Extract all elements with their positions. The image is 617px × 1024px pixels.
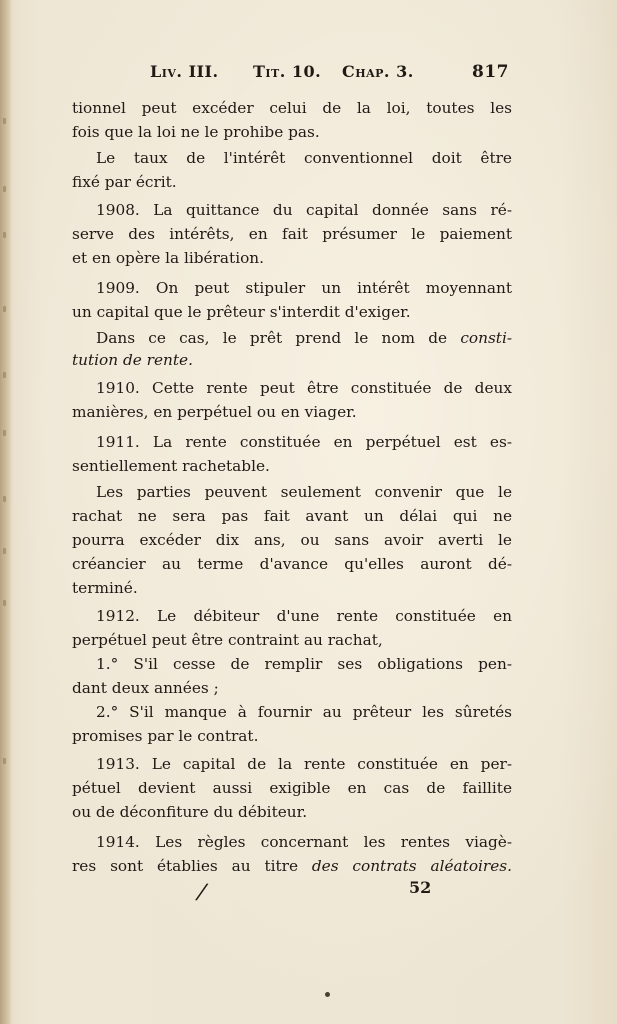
text-line: tionnel peut excéder celui de la loi, toutes les [72,99,512,117]
signature-mark: 52 [409,878,432,897]
footer-mark: / [196,879,208,906]
text-line: 1908. La quittance du capital donnée sans ré- [96,201,512,219]
gutter-mark [3,118,6,124]
text-line: perpétuel peut être contraint au rachat, [72,631,383,649]
text-line: pétuel devient aussi exigible en cas de faillite [72,779,512,797]
italic-run: consti- [460,329,512,347]
text-line: 1914. Les règles concernant les rentes viagè- [96,833,512,851]
text-line: promises par le contrat. [72,727,259,745]
header-chapitre: Chap. 3. [342,62,414,81]
text-line: manières, en perpétuel ou en viager. [72,403,357,421]
text-line: ou de déconfiture du débiteur. [72,803,308,821]
page-footer [0,876,617,906]
page-gutter [0,0,12,1024]
text-line: fixé par écrit. [72,173,177,191]
gutter-mark [3,496,6,502]
text-line: Les parties peuvent seulement convenir que le [96,483,512,501]
text-line: créancier au terme d'avance qu'elles auront dé- [72,555,512,573]
text-line: 2.° S'il manque à fournir au prêteur les sûretés [96,703,512,721]
gutter-mark [3,372,6,378]
text-line: rachat ne sera pas fait avant un délai qui ne [72,507,512,525]
text-line: un capital que le prêteur s'interdit d'exiger. [72,303,411,321]
gutter-mark [3,306,6,312]
page-number: 817 [472,62,509,82]
header-titre: Tit. 10. [253,62,322,81]
text-run: Dans ce cas, le prêt prend le nom de [96,329,461,347]
text-line: terminé. [72,579,138,597]
text-line: 1912. Le débiteur d'une rente constituée en [96,607,512,625]
gutter-mark [3,232,6,238]
text-line: et en opère la libération. [72,249,265,267]
text-line: sentiellement rachetable. [72,457,270,475]
text-line: dant deux années ; [72,679,219,697]
text-line: 1.° S'il cesse de remplir ses obligations pen- [96,655,512,673]
ink-speck [325,992,330,997]
text-line: 1911. La rente constituée en perpétuel est es- [96,433,512,451]
gutter-mark [3,186,6,192]
gutter-mark [3,548,6,554]
text-line: pourra excéder dix ans, ou sans avoir averti le [72,531,512,549]
text-line: serve des intérêts, en fait présumer le paiement [72,225,512,243]
italic-run: des contrats aléatoires. [311,857,512,875]
text-line: 1909. On peut stipuler un intérêt moyennant [96,279,512,297]
text-line: Le taux de l'intérêt conventionnel doit être [96,149,512,167]
running-header [150,62,522,88]
text-line [72,326,512,350]
text-line: 1913. Le capital de la rente constituée en per- [96,755,512,773]
header-livre: Liv. III. [150,62,219,81]
text-line: fois que la loi ne le prohibe pas. [72,123,320,141]
text-line: 1910. Cette rente peut être constituée de deux [96,379,512,397]
text-line [72,854,512,878]
gutter-mark [3,430,6,436]
gutter-mark [3,758,6,764]
gutter-mark [3,600,6,606]
text-run: res sont établies au titre [72,857,312,875]
text-line: tution de rente. [72,351,193,369]
